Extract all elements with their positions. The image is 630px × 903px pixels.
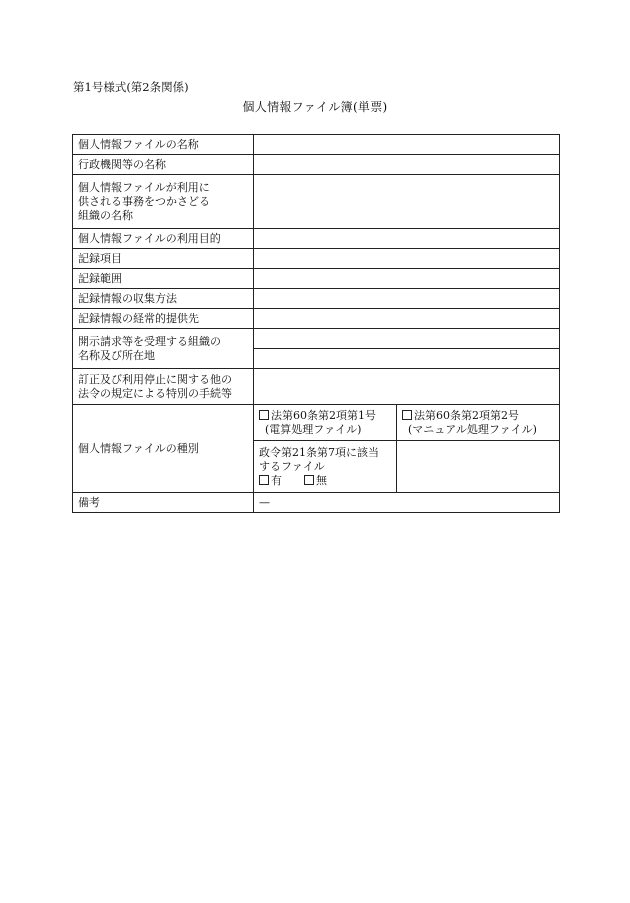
value-record-scope	[254, 269, 560, 289]
document-title: 個人情報ファイル簿(単票)	[242, 100, 388, 114]
label-org-name-line-1: 個人情報ファイルが利用に	[78, 180, 210, 194]
label-special-procedure-line-2: 法令の規定による特別の手続等	[78, 386, 232, 400]
form-number: 第1号様式(第2条関係)	[73, 80, 189, 94]
value-agency-name	[254, 155, 560, 175]
label-agency-name: 行政機関等の名称	[73, 155, 254, 175]
label-file-type: 個人情報ファイルの種別	[73, 405, 254, 493]
option-computer-file[interactable]	[254, 405, 397, 441]
value-remarks: —	[254, 493, 560, 513]
option-computer-file-label: 法第60条第2項第1号	[271, 408, 376, 422]
label-record-scope: 記録範囲	[73, 269, 254, 289]
value-disclosure-org-name	[254, 329, 560, 349]
table-row-org-name	[73, 175, 560, 229]
table-row-record-scope	[73, 269, 560, 289]
label-collection-method: 記録情報の収集方法	[73, 289, 254, 309]
label-disclosure-org	[73, 329, 254, 369]
option-computer-file-paren: (電算処理ファイル)	[265, 422, 362, 436]
value-disclosure-org-address	[254, 349, 560, 369]
label-file-name: 個人情報ファイルの名称	[73, 135, 254, 155]
label-record-items: 記録項目	[73, 249, 254, 269]
label-org-name	[73, 175, 254, 229]
label-special-procedure-line-1: 訂正及び利用停止に関する他の	[78, 372, 232, 386]
personal-info-file-register-table	[72, 134, 560, 513]
value-purpose	[254, 229, 560, 249]
table-row-record-items	[73, 249, 560, 269]
table-row-collection-method	[73, 289, 560, 309]
table-row-disclosure-org	[73, 329, 560, 349]
option-manual-file-paren: (マニュアル処理ファイル)	[408, 422, 537, 436]
value-collection-method	[254, 289, 560, 309]
label-org-name-line-3: 組織の名称	[78, 208, 133, 222]
table-row-file-type	[73, 405, 560, 441]
checkbox-manual-file[interactable]	[402, 410, 412, 420]
label-disclosure-org-line-2: 名称及び所在地	[78, 348, 155, 362]
checkbox-yes[interactable]	[259, 475, 269, 485]
no-label: 無	[316, 473, 327, 487]
value-record-items	[254, 249, 560, 269]
yes-label: 有	[271, 473, 282, 487]
value-file-name	[254, 135, 560, 155]
option-manual-file[interactable]	[397, 405, 560, 441]
table-row-regular-recipient	[73, 309, 560, 329]
label-regular-recipient: 記録情報の経常的提供先	[73, 309, 254, 329]
label-disclosure-org-line-1: 開示請求等を受理する組織の	[78, 334, 221, 348]
table-row-file-name	[73, 135, 560, 155]
table-row-purpose	[73, 229, 560, 249]
ordinance-applicability	[254, 441, 397, 493]
value-regular-recipient	[254, 309, 560, 329]
label-org-name-line-2: 供される事務をつかさどる	[78, 194, 210, 208]
table-row-special-procedure	[73, 369, 560, 405]
checkbox-computer-file[interactable]	[259, 410, 269, 420]
ordinance-line-1: 政令第21条第7項に該当	[259, 445, 379, 459]
table-row-agency-name	[73, 155, 560, 175]
ordinance-line-2: するファイル	[259, 459, 325, 473]
value-ordinance-blank	[397, 441, 560, 493]
checkbox-no[interactable]	[304, 475, 314, 485]
value-org-name	[254, 175, 560, 229]
label-special-procedure	[73, 369, 254, 405]
option-manual-file-label: 法第60条第2項第2号	[414, 408, 519, 422]
label-purpose: 個人情報ファイルの利用目的	[73, 229, 254, 249]
label-remarks: 備考	[73, 493, 254, 513]
table-row-remarks	[73, 493, 560, 513]
value-special-procedure	[254, 369, 560, 405]
